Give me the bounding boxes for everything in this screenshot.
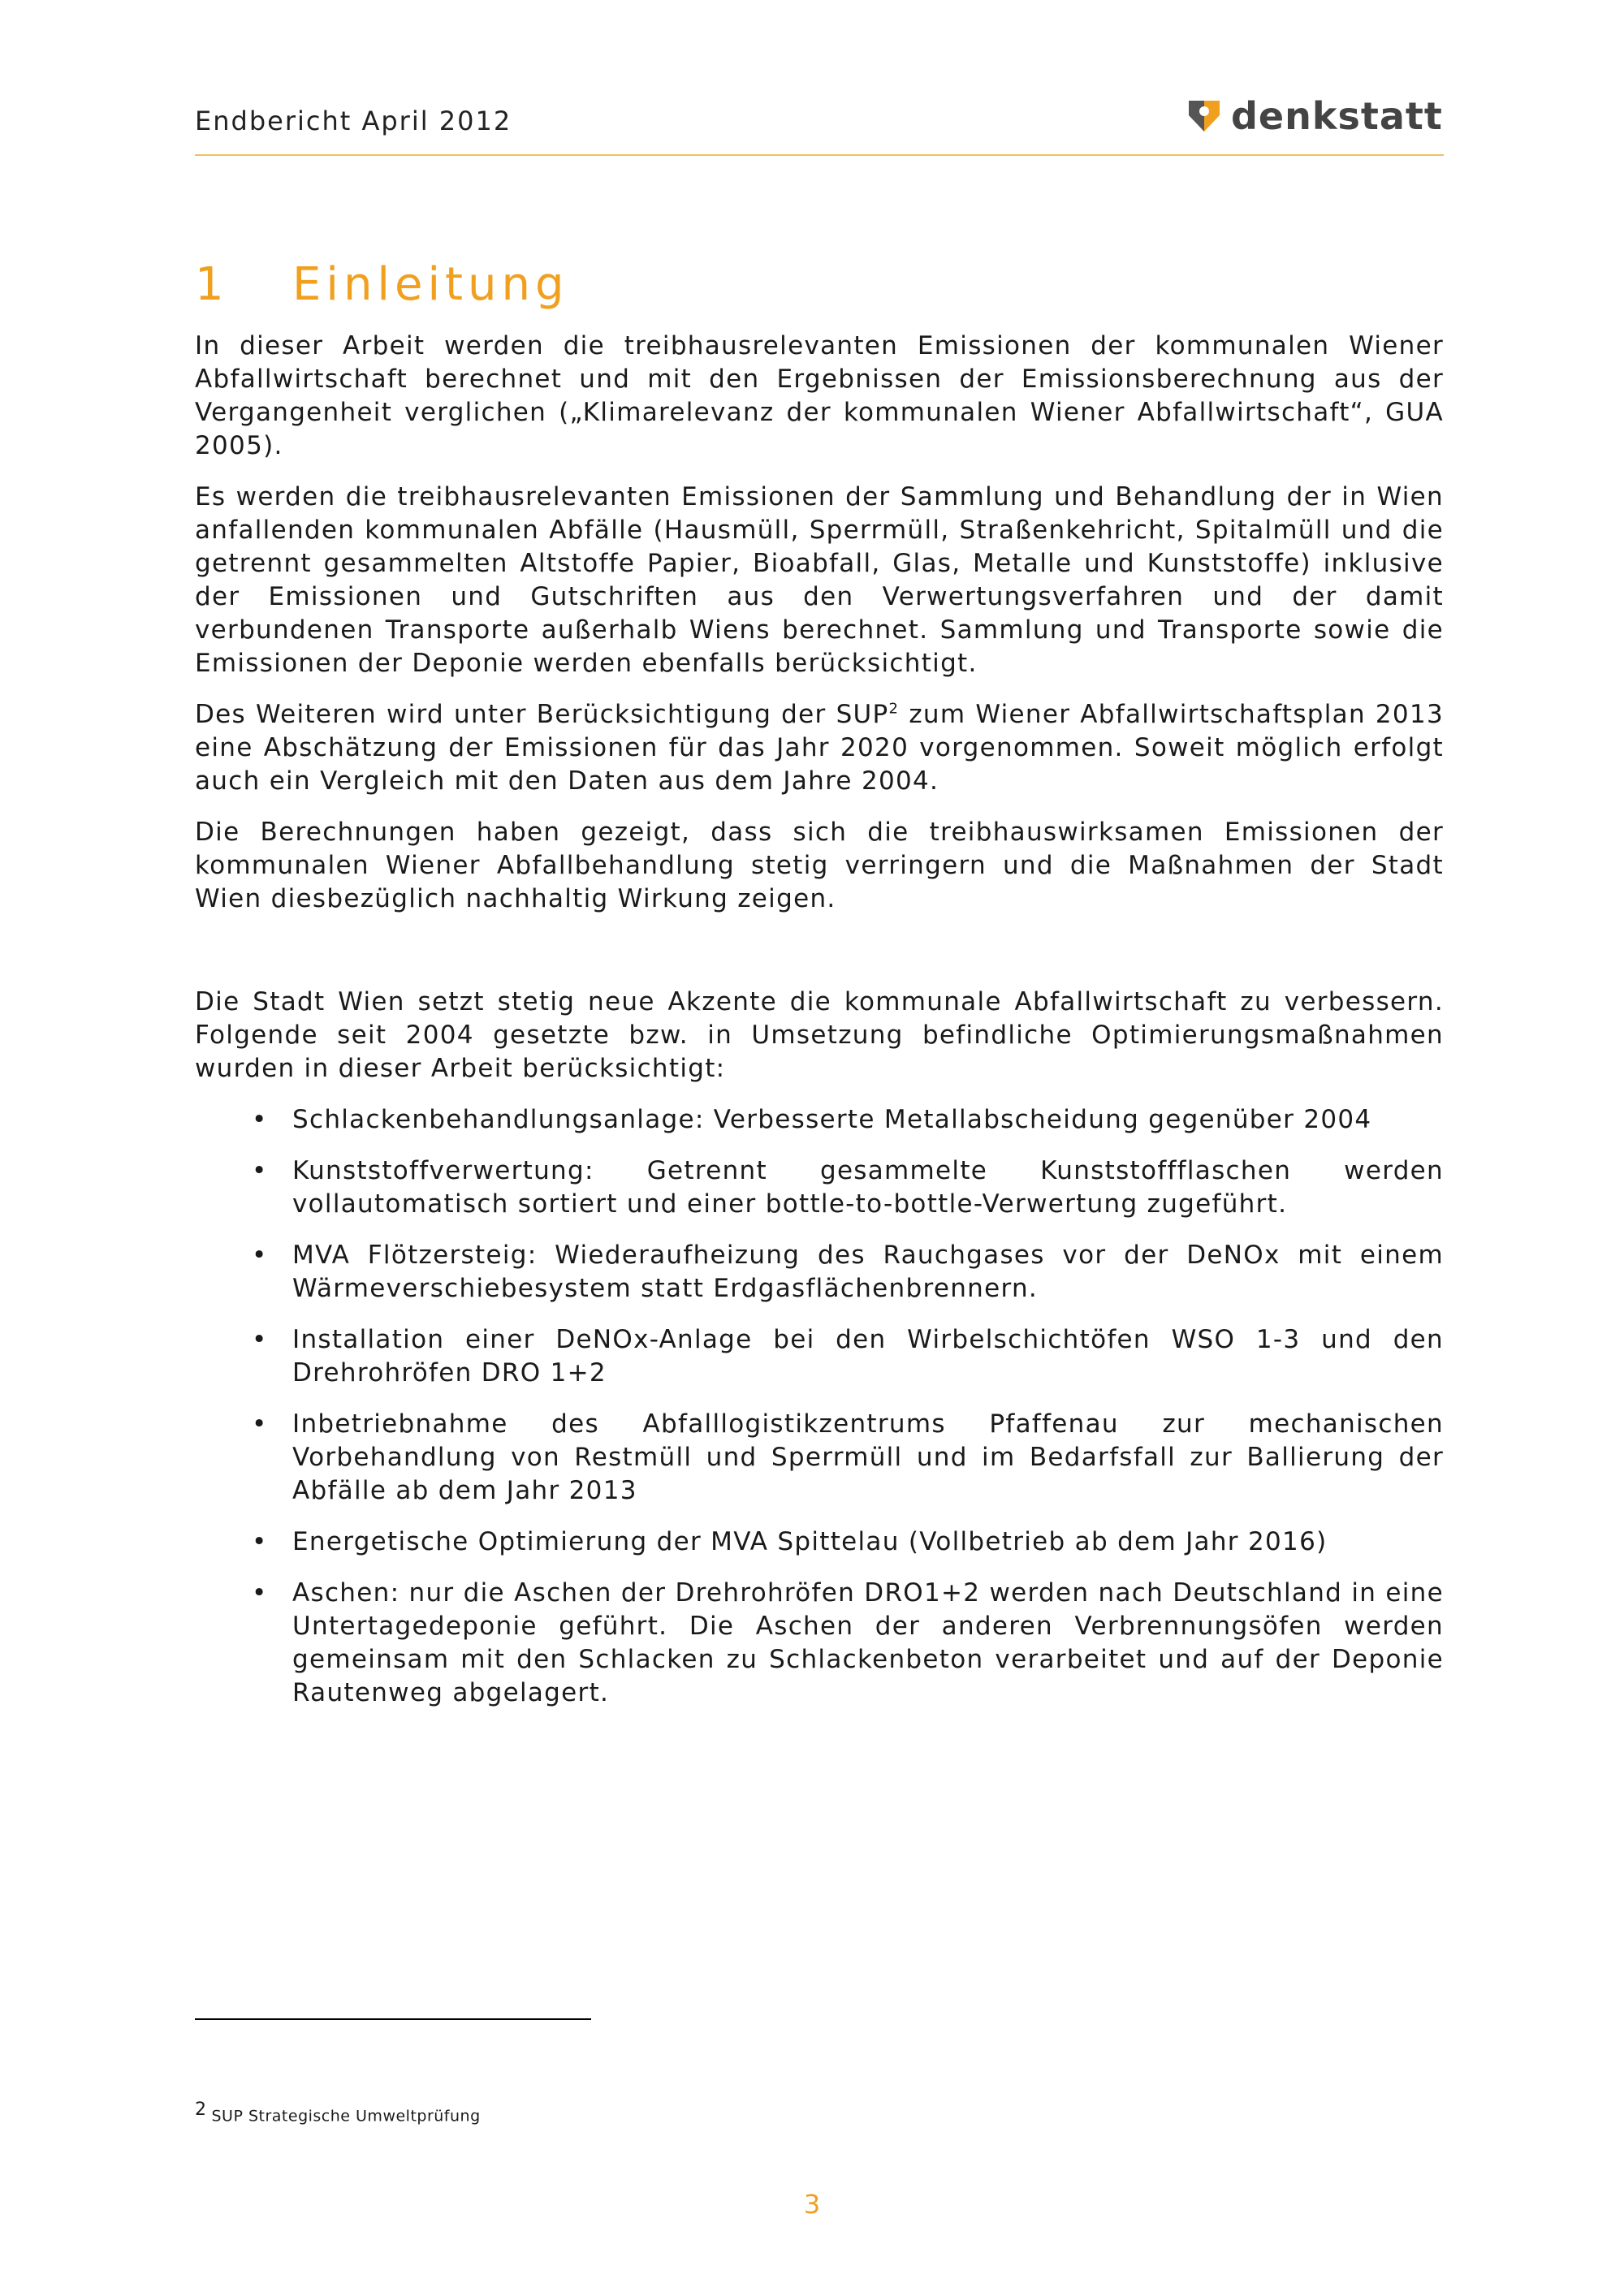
footnote-text: SUP Strategische Umweltprüfung [211, 2107, 481, 2126]
footnote-separator [195, 2018, 591, 2020]
paragraph-4: Die Berechnungen haben gezeigt, dass sich die treibhauswirksamen Emissionen der kommunalen Wiener Abfallbehandlung stetig verringern und die Maßnahmen der Stadt Wien diesbezüglich nachhaltig Wirkung zeigen. [195, 818, 1444, 913]
measures-list [195, 1103, 1444, 1710]
list-item-text: Energetische Optimierung der MVA Spittelau (Vollbetrieb ab dem Jahr 2016) [292, 1527, 1328, 1556]
header-divider [195, 154, 1444, 156]
list-item [195, 1239, 1444, 1306]
footnote-reference[interactable]: 2 [888, 700, 900, 718]
paragraph-5: Die Stadt Wien setzt stetig neue Akzente die kommunale Abfallwirtschaft zu verbessern. Folgende seit 2004 gesetzte bzw. in Umsetzung befindliche Optimierungsmaßnahmen wurden in dieser Arbeit berücksichtigt: [195, 987, 1444, 1083]
bullet-icon: • [252, 1156, 268, 1185]
list-item [195, 1323, 1444, 1390]
bullet-icon: • [252, 1325, 268, 1354]
paragraph-gap [195, 934, 1444, 986]
list-item [195, 1526, 1444, 1559]
list-item [195, 1408, 1444, 1508]
paragraph-2: Es werden die treibhausrelevanten Emissionen der Sammlung und Behandlung der in Wien anfallenden kommunalen Abfälle (Hausmüll, Sperrmüll, Straßenkehricht, Spitalmüll und die getrennt gesammelten Altstoffe Papier, Bioabfall, Glas, Metalle und Kunststoffe) inklusive der Emissionen und Gutschriften aus den Verwertungsverfahren und der damit verbundenen Transporte außerhalb Wiens berechnet. Sammlung und Transporte sowie die Emissionen der Deponie werden ebenfalls berücksichtigt. [195, 482, 1444, 678]
bullet-icon: • [252, 1105, 268, 1134]
page-number: 3 [803, 2189, 821, 2220]
list-item [195, 1577, 1444, 1710]
logo-text: denkstatt [1231, 94, 1443, 138]
header-title: Endbericht April 2012 [195, 106, 512, 136]
paragraph-3-start: Des Weiteren wird unter Berücksichtigung der SUP [195, 700, 889, 729]
bullet-icon: • [252, 1527, 268, 1556]
denkstatt-logo-icon [1184, 96, 1224, 136]
list-item-text: Inbetriebnahme des Abfalllogistikzentrums Pfaffenau zur mechanischen Vorbehandlung von Restmüll und Sperrmüll und im Bedarfsfall zur Ballierung der Abfälle ab dem Jahr 2013 [292, 1409, 1444, 1505]
list-item-text: Kunststoffverwertung: Getrennt gesammelte Kunststoffflaschen werden vollautomatisch sortiert und einer bottle-to-bottle-Verwertung zugeführt. [292, 1156, 1444, 1219]
bullet-icon: • [252, 1409, 268, 1439]
paragraph-1: In dieser Arbeit werden die treibhausrelevanten Emissionen der kommunalen Wiener Abfallwirtschaft berechnet und mit den Ergebnissen der Emissionsberechnung aus der Vergangenheit verglichen („Klimarelevanz der kommunalen Wiener Abfallwirtschaft“, GUA 2005). [195, 331, 1444, 460]
footnote-mark: 2 [195, 2100, 207, 2120]
list-item-text: Aschen: nur die Aschen der Drehrohröfen DRO1+2 werden nach Deutschland in eine Untertagedeponie geführt. Die Aschen der anderen Verbrennungsöfen werden gemeinsam mit den Schlacken zu Schlackenbeton verarbeitet und auf der Deponie Rautenweg abgelagert. [292, 1578, 1444, 1707]
chapter-heading [195, 258, 569, 311]
footnote [195, 2100, 481, 2125]
list-item-text: Schlackenbehandlungsanlage: Verbesserte Metallabscheidung gegenüber 2004 [292, 1105, 1372, 1134]
bullet-icon: • [252, 1241, 268, 1270]
paragraph-3 [195, 698, 1444, 798]
body-text [195, 330, 1444, 1728]
bullet-icon: • [252, 1578, 268, 1608]
list-item [195, 1103, 1444, 1137]
chapter-number: 1 [195, 258, 229, 311]
chapter-title: Einleitung [292, 258, 569, 311]
paragraph-3-end: zum Wiener Abfallwirtschaftsplan 2013 eine Abschätzung der Emissionen für das Jahr 2020 vorgenommen. Soweit möglich erfolgt auch ein Vergleich mit den Daten aus dem Jahre 2004. [195, 700, 1445, 796]
list-item-text: MVA Flötzersteig: Wiederaufheizung des Rauchgases vor der DeNOx mit einem Wärmeverschiebesystem statt Erdgasflächenbrennern. [292, 1241, 1444, 1303]
denkstatt-logo [1184, 94, 1443, 138]
list-item-text: Installation einer DeNOx-Anlage bei den Wirbelschichtöfen WSO 1-3 und den Drehrohröfen DRO 1+2 [292, 1325, 1444, 1388]
list-item [195, 1154, 1444, 1221]
